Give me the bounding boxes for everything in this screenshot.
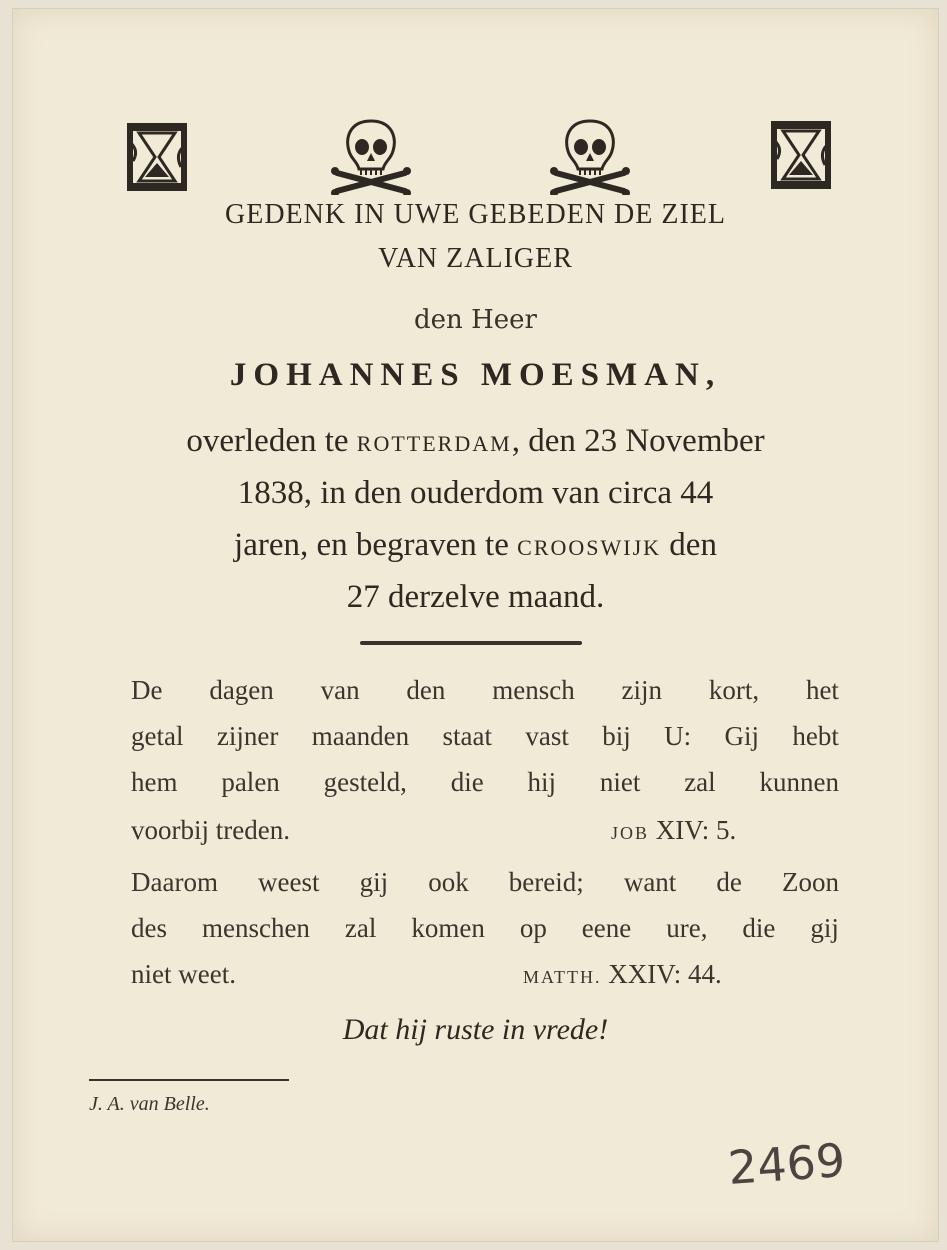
- verse-word: staat: [442, 721, 493, 751]
- verse-word: getal: [131, 721, 184, 751]
- heading-line-1: GEDENK IN UWE GEBEDEN DE ZIEL: [225, 199, 726, 230]
- verse-1-reference: [611, 815, 736, 846]
- details-line-1: [13, 423, 938, 460]
- verse-word: bereid;: [508, 867, 584, 897]
- verse-word: dagen: [209, 675, 274, 705]
- verse-word: Gij: [724, 721, 760, 751]
- skull-crossbones-icon: [548, 117, 632, 195]
- details-line-3: [13, 527, 938, 564]
- verse-word: palen: [221, 767, 280, 797]
- details-text: overleden te: [186, 423, 349, 459]
- verse-word: want: [623, 867, 677, 897]
- verse-word: gesteld,: [323, 767, 407, 797]
- heading-line-2: VAN ZALIGER: [378, 243, 573, 274]
- verse-2-last-line: niet weet.: [131, 959, 236, 989]
- verse-word: de: [716, 867, 742, 897]
- verse-word: Zoon: [781, 867, 839, 897]
- verse-word: het: [805, 675, 839, 705]
- signature-rule: [89, 1079, 289, 1081]
- verse-word: van: [320, 675, 360, 705]
- verse-word: hij: [527, 767, 557, 797]
- details-text: jaren, en begraven te: [234, 527, 509, 563]
- verse-word: Daarom: [131, 867, 218, 897]
- verse-word: weest: [258, 867, 320, 897]
- verse-word: hebt: [792, 721, 839, 751]
- catalog-number: 2469: [726, 1132, 847, 1196]
- verse-word: niet: [599, 767, 641, 797]
- verse-line: [131, 913, 839, 944]
- title-den-heer: den Heer: [414, 305, 537, 335]
- hourglass-icon: [125, 121, 189, 193]
- verse-word: zal: [684, 767, 716, 797]
- verse-2-reference: [523, 959, 722, 990]
- verse-word: gij: [810, 913, 839, 943]
- memorial-card: [12, 8, 939, 1242]
- verse-line: [131, 675, 839, 706]
- verse-line: [131, 867, 839, 898]
- printer-name: J. A. van Belle.: [89, 1093, 210, 1115]
- verse-word: menschen: [201, 913, 310, 943]
- verse-word: ook: [428, 867, 469, 897]
- verse-word: op: [519, 913, 547, 943]
- details-line-2: 1838, in den ouderdom van circa 44: [237, 475, 714, 511]
- reference-book: JOB: [611, 823, 650, 843]
- deceased-name: JOHANNES MOESMAN,: [229, 357, 722, 393]
- verse-word: hem: [131, 767, 178, 797]
- reference-number: XXIV: 44.: [608, 959, 722, 989]
- verse-word: mensch: [492, 675, 575, 705]
- verse-word: die: [742, 913, 776, 943]
- place-of-death: ROTTERDAM: [356, 431, 512, 456]
- verse-word: U:: [664, 721, 692, 751]
- divider-rule: [360, 641, 582, 645]
- verse-word: zal: [344, 913, 377, 943]
- verse-word: gij: [359, 867, 389, 897]
- verse-1-last-line: voorbij treden.: [131, 815, 290, 845]
- verse-word: des: [131, 913, 167, 943]
- place-of-burial: CROOSWIJK: [517, 535, 662, 560]
- closing-prayer: Dat hij ruste in vrede!: [342, 1013, 609, 1046]
- verse-line: [131, 767, 839, 798]
- details-line-4: 27 derzelve maand.: [346, 579, 605, 615]
- verse-word: bij: [602, 721, 631, 751]
- hourglass-icon: [769, 119, 833, 191]
- verse-word: komen: [411, 913, 485, 943]
- verse-word: zijner: [216, 721, 279, 751]
- verse-word: De: [131, 675, 163, 705]
- reference-number: XIV: 5.: [655, 815, 737, 845]
- details-text: den: [669, 527, 717, 563]
- verse-word: kort,: [708, 675, 760, 705]
- verse-word: ure,: [666, 913, 708, 943]
- verse-word: eene: [581, 913, 632, 943]
- verse-word: vast: [525, 721, 569, 751]
- skull-crossbones-icon: [329, 117, 413, 195]
- verse-word: maanden: [311, 721, 410, 751]
- verse-word: kunnen: [759, 767, 839, 797]
- details-text: , den 23 November: [511, 423, 765, 459]
- reference-book: MATTH.: [523, 967, 602, 987]
- verse-line: [131, 721, 839, 752]
- verse-word: die: [450, 767, 484, 797]
- verse-word: den: [406, 675, 446, 705]
- verse-word: zijn: [621, 675, 663, 705]
